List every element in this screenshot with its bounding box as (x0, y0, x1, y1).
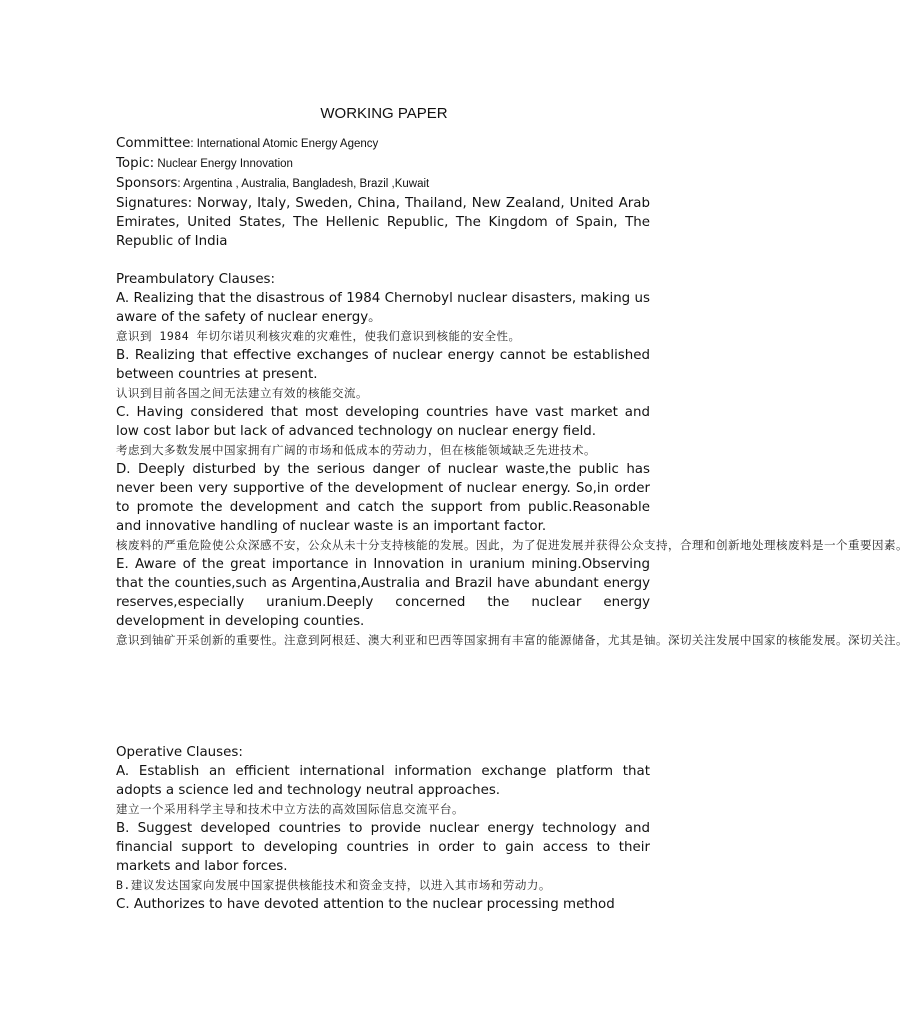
preambulatory-clause-b: B. Realizing that effective exchanges of nuclear energy cannot be established between countries at present. (116, 348, 650, 382)
sponsors-value: : Argentina , Australia, Bangladesh, Brazil ,Kuwait (177, 178, 430, 190)
preambulatory-clause-a: A. Realizing that the disastrous of 1984 Chernobyl nuclear disasters, making us aware of the safety of nuclear energy。 (116, 291, 650, 325)
sponsors-line (116, 174, 650, 194)
sponsors-label: Sponsors (116, 176, 178, 191)
operative-clause-a: A. Establish an efficient international information exchange platform that adopts a science led and technology neutral approaches. (116, 764, 650, 798)
preambulatory-clause-a-translation: 意识到 1984 年切尔诺贝利核灾难的灾难性，使我们意识到核能的安全性。 (116, 329, 521, 343)
signatures-line: Signatures: Norway, Italy, Sweden, China, Thailand, New Zealand, United Arab Emirates, United States, The Hellenic Republic, The Kingdom of Spain, The Republic of India (116, 196, 650, 249)
preambulatory-clause-d: D. Deeply disturbed by the serious danger of nuclear waste,the public has never been very supportive of the development of nuclear energy. So,in order to promote the development and catch the support from public.Reasonable and innovative handling of nuclear waste is an important factor. (116, 462, 650, 534)
operative-clause-c: C. Authorizes to have devoted attention to the nuclear processing method (116, 897, 615, 912)
topic-value: Nuclear Energy Innovation (154, 158, 293, 170)
preambulatory-clause-e: E. Aware of the great importance in Innovation in uranium mining.Observing that the counties,such as Argentina,Australia and Brazil have abundant energy reserves,especially uranium.Deeply concerned the nuclear energy development in developing counties. (116, 557, 650, 629)
preambulatory-clause-e-translation: 意识到铀矿开采创新的重要性。注意到阿根廷、澳大利亚和巴西等国家拥有丰富的能源储备，尤其是铀。深切关注发展中国家的核能发展。深切关注。 (116, 633, 908, 647)
topic-label: Topic: (116, 156, 155, 171)
committee-line (116, 134, 650, 154)
preambulatory-clause-c: C. Having considered that most developing countries have vast market and low cost labor but lack of advanced technology on nuclear energy field. (116, 405, 650, 439)
preambulatory-clause-c-translation: 考虑到大多数发展中国家拥有广阔的市场和低成本的劳动力，但在核能领域缺乏先进技术。 (116, 443, 596, 457)
operative-clause-a-translation: 建立一个采用科学主导和技术中立方法的高效国际信息交流平台。 (116, 802, 464, 816)
document-title: WORKING PAPER (320, 105, 448, 122)
preambulatory-heading: Preambulatory Clauses: (116, 272, 276, 287)
preambulatory-clause-b-translation: 认识到目前各国之间无法建立有效的核能交流。 (116, 386, 368, 400)
spacer (116, 650, 650, 743)
topic-line (116, 154, 650, 174)
committee-value: : International Atomic Energy Agency (190, 138, 379, 150)
working-paper (116, 104, 908, 914)
committee-label: Committee (116, 136, 191, 151)
operative-heading: Operative Clauses: (116, 745, 243, 760)
operative-clause-b: B. Suggest developed countries to provide nuclear energy technology and financial support to developing countries in order to gain access to their markets and labor forces. (116, 821, 650, 874)
spacer (116, 251, 650, 270)
preambulatory-clause-d-translation: 核废料的严重危险使公众深感不安，公众从未十分支持核能的发展。因此，为了促进发展并获得公众支持，合理和创新地处理核废料是一个重要因素。 (116, 538, 908, 552)
operative-clause-b-translation: B.建议发达国家向发展中国家提供核能技术和资金支持，以进入其市场和劳动力。 (116, 878, 551, 892)
